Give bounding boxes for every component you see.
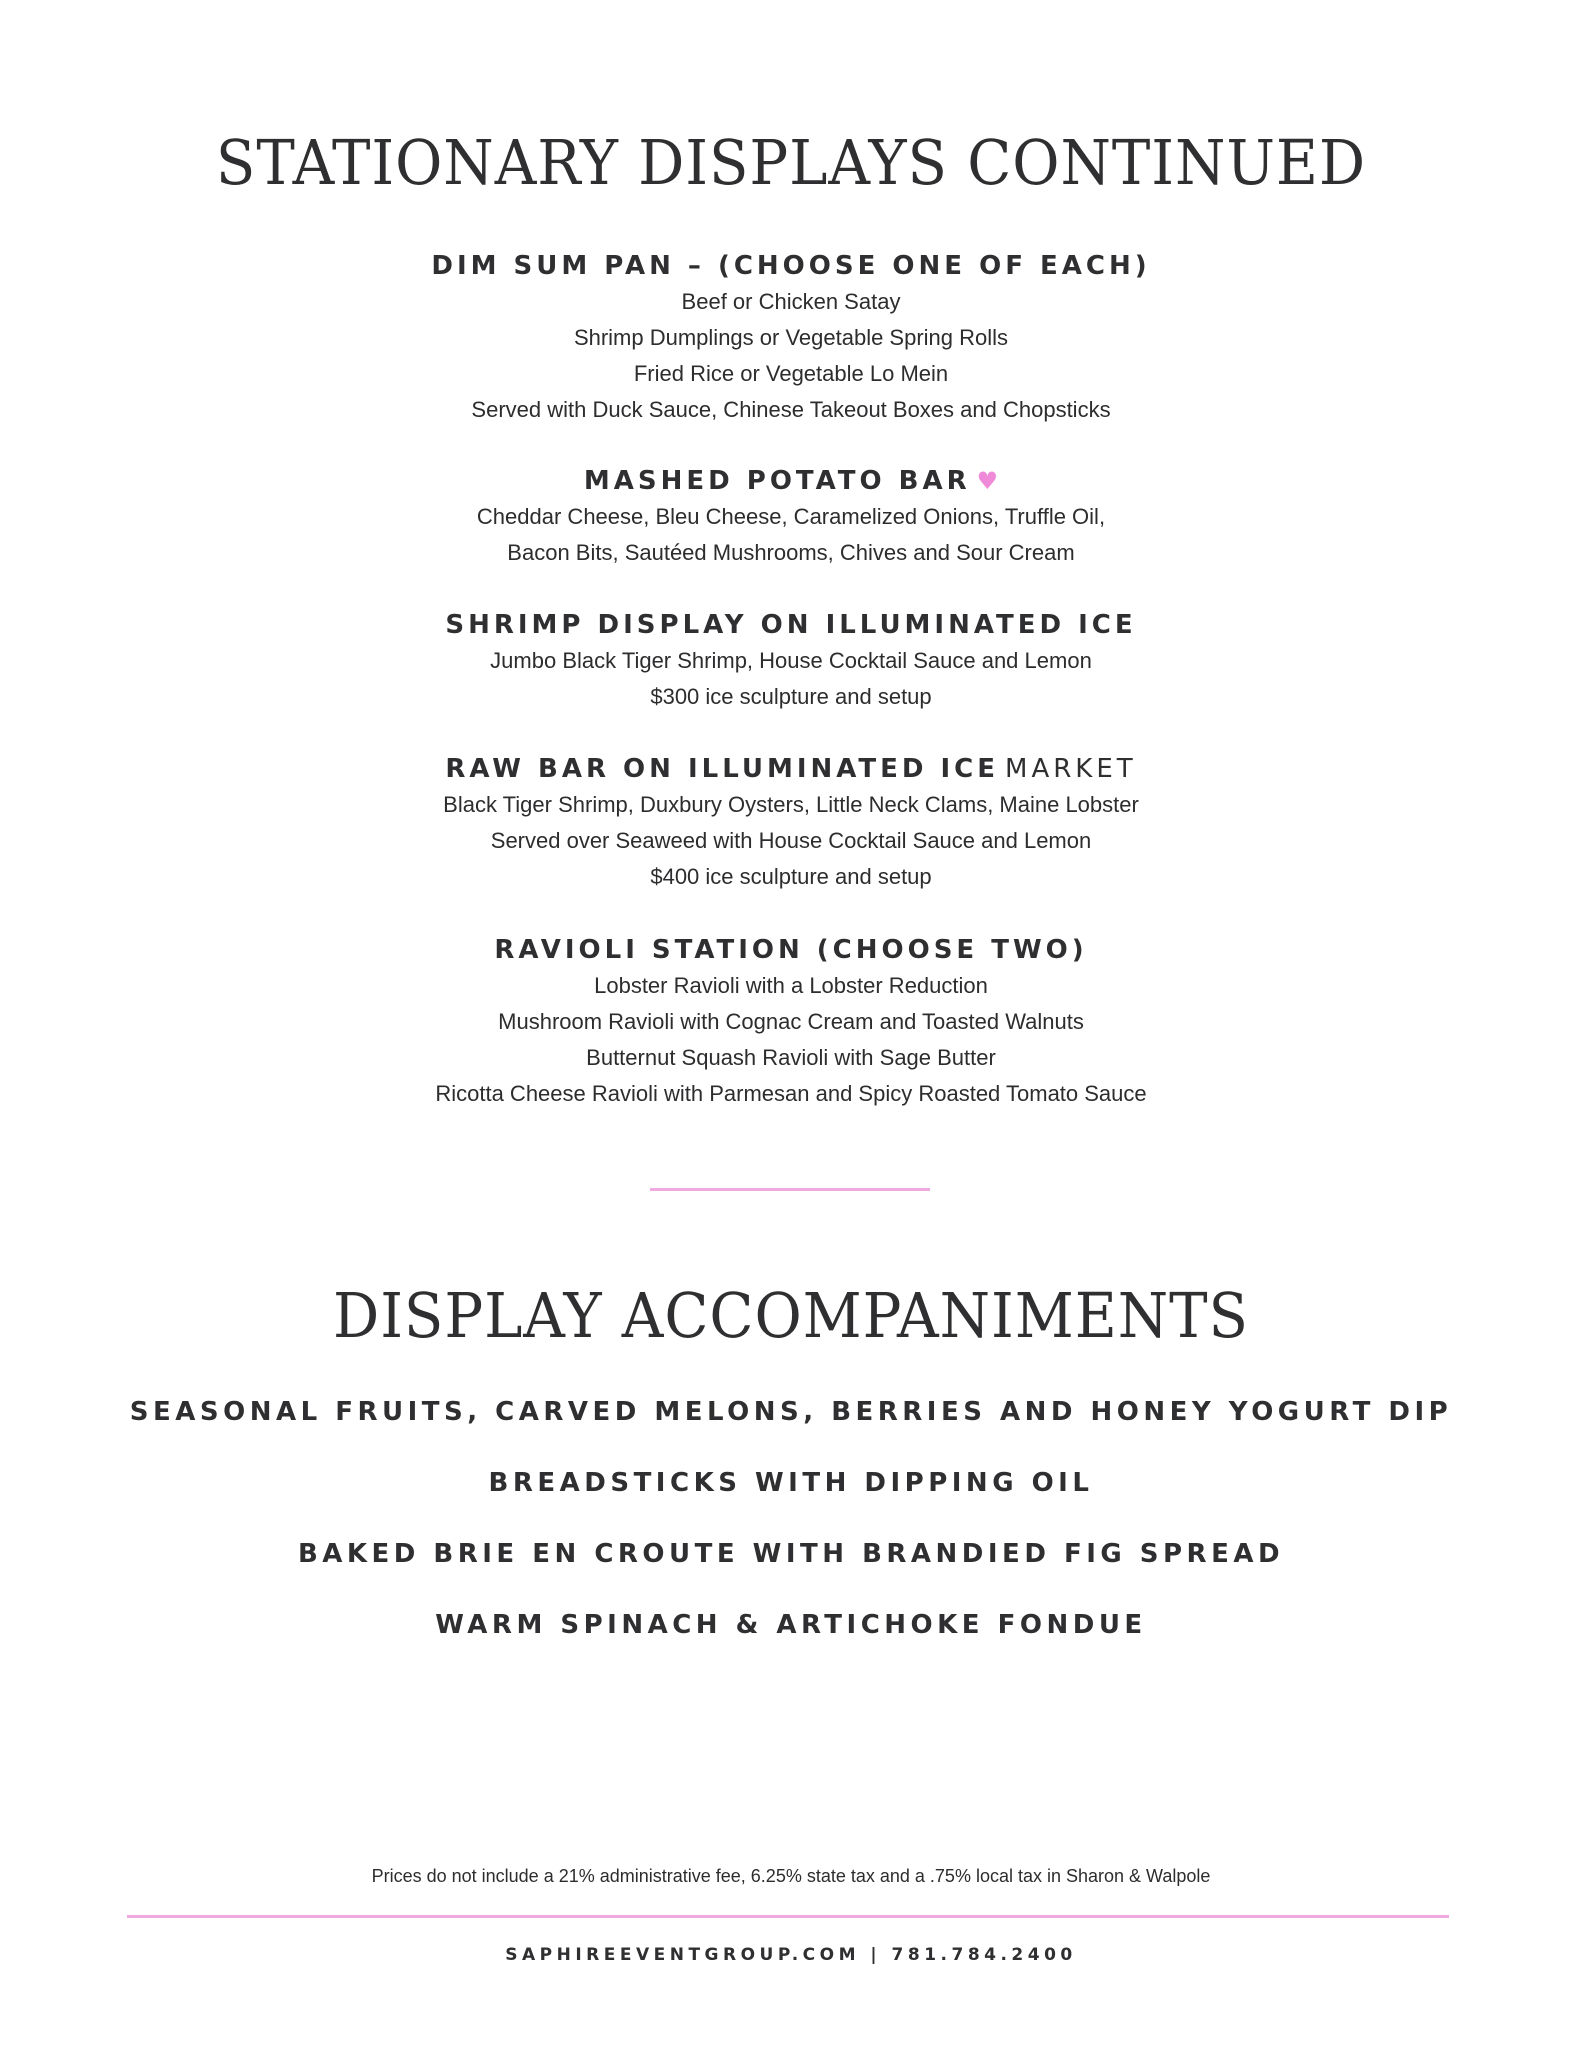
section-heading: RAVIOLI STATION (CHOOSE TWO) bbox=[494, 935, 1088, 965]
menu-line: Served over Seaweed with House Cocktail Sauce and Lemon bbox=[490, 828, 1092, 853]
menu-line: $400 ice sculpture and setup bbox=[650, 864, 932, 889]
page-title-stationary-displays: STATIONARY DISPLAYS CONTINUED bbox=[215, 126, 1367, 199]
menu-line: Butternut Squash Ravioli with Sage Butter bbox=[586, 1045, 996, 1070]
menu-line: Black Tiger Shrimp, Duxbury Oysters, Little Neck Clams, Maine Lobster bbox=[443, 792, 1139, 817]
pricing-disclaimer: Prices do not include a 21% administrative fee, 6.25% state tax and a .75% local tax in Sharon & Walpole bbox=[371, 1866, 1211, 1886]
section-heading-row bbox=[0, 751, 1582, 787]
footer-contact: SAPHIREEVENTGROUP.COM | 781.784.2400 bbox=[505, 1945, 1077, 1965]
divider bbox=[650, 1188, 930, 1191]
footer-divider bbox=[127, 1915, 1449, 1918]
menu-section-ravioli-station bbox=[0, 932, 1582, 1112]
menu-line: Mushroom Ravioli with Cognac Cream and Toasted Walnuts bbox=[498, 1009, 1084, 1034]
menu-line: Ricotta Cheese Ravioli with Parmesan and Spicy Roasted Tomato Sauce bbox=[435, 1081, 1147, 1106]
menu-section-mashed-potato-bar bbox=[0, 463, 1582, 571]
menu-line: Bacon Bits, Sautéed Mushrooms, Chives and Sour Cream bbox=[507, 540, 1075, 565]
menu-line: Jumbo Black Tiger Shrimp, House Cocktail Sauce and Lemon bbox=[490, 648, 1092, 673]
accompaniment-item: SEASONAL FRUITS, CARVED MELONS, BERRIES AND HONEY YOGURT DIP bbox=[129, 1397, 1453, 1427]
accompaniment-item: BREADSTICKS WITH DIPPING OIL bbox=[488, 1468, 1094, 1498]
page-title-display-accompaniments: DISPLAY ACCOMPANIMENTS bbox=[333, 1279, 1249, 1352]
menu-line: Cheddar Cheese, Bleu Cheese, Caramelized Onions, Truffle Oil, bbox=[476, 504, 1106, 529]
section-heading: DIM SUM PAN – (CHOOSE ONE OF EACH) bbox=[431, 251, 1151, 281]
menu-section-dim-sum-pan bbox=[0, 248, 1582, 428]
section-heading: MASHED POTATO BAR bbox=[583, 466, 971, 496]
menu-line: Lobster Ravioli with a Lobster Reduction bbox=[594, 973, 988, 998]
menu-line: Fried Rice or Vegetable Lo Mein bbox=[633, 361, 949, 386]
menu-line: Served with Duck Sauce, Chinese Takeout Boxes and Chopsticks bbox=[471, 397, 1111, 422]
accompaniment-item: BAKED BRIE EN CROUTE WITH BRANDIED FIG SPREAD bbox=[297, 1539, 1285, 1569]
market-price-label: MARKET bbox=[1005, 754, 1137, 784]
heart-icon: ♥ bbox=[976, 467, 999, 495]
accompaniment-item: WARM SPINACH & ARTICHOKE FONDUE bbox=[435, 1610, 1147, 1640]
section-heading-row bbox=[0, 463, 1582, 499]
menu-section-raw-bar bbox=[0, 751, 1582, 895]
section-heading: SHRIMP DISPLAY ON ILLUMINATED ICE bbox=[445, 610, 1137, 640]
menu-line: Beef or Chicken Satay bbox=[681, 289, 901, 314]
section-heading: RAW BAR ON ILLUMINATED ICE bbox=[445, 754, 1000, 784]
menu-section-shrimp-display bbox=[0, 607, 1582, 715]
menu-line: Shrimp Dumplings or Vegetable Spring Rolls bbox=[573, 325, 1009, 350]
menu-line: $300 ice sculpture and setup bbox=[650, 684, 932, 709]
